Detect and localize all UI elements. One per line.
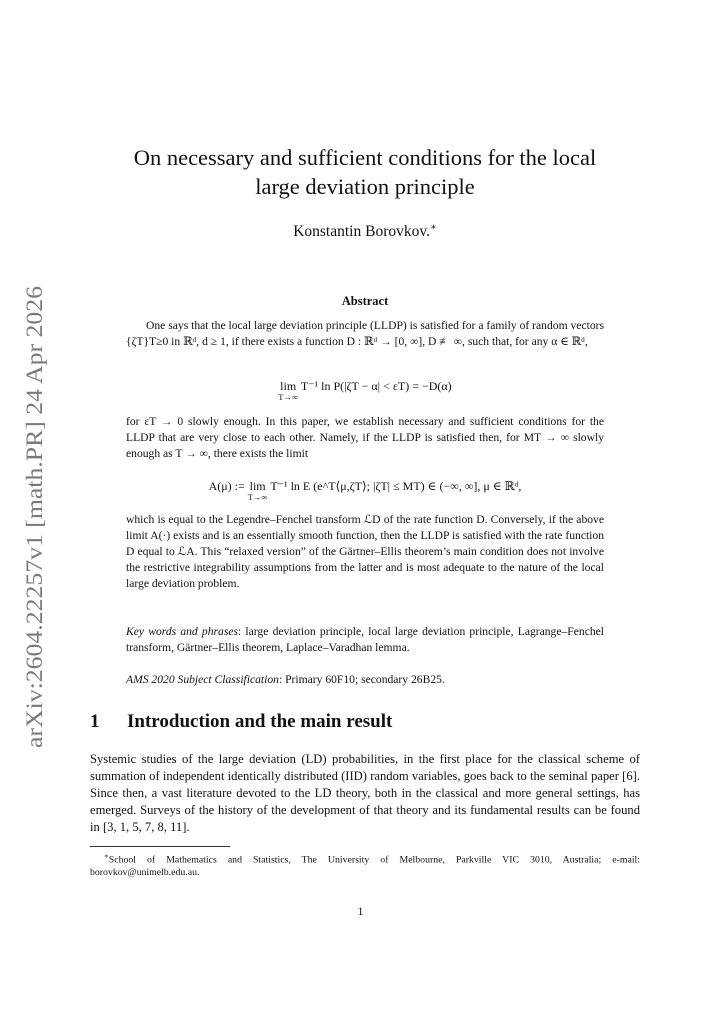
- equation-limit-a-limit: [248, 479, 268, 501]
- footnote-rule: [90, 846, 230, 847]
- ams-label: AMS 2020 Subject Classification: [126, 673, 279, 686]
- abstract-paragraph-2: for εT → 0 slowly enough. In this paper, we establish necessary and sufficient conditions for the LLDP that are very close to each other. Namely, if the LLDP is satisfied then, for MT → ∞ slowly enough as T → ∞, there exists the limit: [126, 415, 604, 460]
- footnote-text: School of Mathematics and Statistics, The University of Melbourne, Parkville VIC 3010, Australia; e-mail: borovkov@unimelb.edu.au.: [90, 854, 640, 879]
- abstract-paragraph-3: which is equal to the Legendre–Fenchel transform ℒD of the rate function D. Conversely, if the above limit A(·) exists and is an essentially smooth function, then the LLDP is satisfied with the rate function D equal to ℒA. This “relaxed version” of the Gärtner–Ellis theorem’s main condition does not involve the restrictive integrability assumptions from the latter and is most adequate to the nature of the local large deviation problem.: [126, 513, 604, 590]
- arxiv-side-identifier: [0, 282, 60, 752]
- ams-classification: [126, 672, 604, 688]
- title-line-2: large deviation principle: [255, 174, 475, 199]
- arxiv-side-identifier-svg: [0, 282, 60, 752]
- keywords-label: Key words and phrases: [126, 625, 238, 638]
- paper-title: [90, 143, 640, 201]
- equation-limit-a-left: A(μ) :=: [208, 479, 245, 493]
- footnote-mark: ∗: [104, 852, 109, 860]
- keywords: [126, 624, 604, 656]
- section-heading: [90, 711, 640, 733]
- equation-limit-a-body: T⁻¹ ln E (e^T⟨μ,ζT⟩; |ζT| ≤ MT) ∈ (−∞, ∞], μ ∈ ℝᵈ,: [270, 479, 522, 493]
- section-title: Introduction and the main result: [127, 711, 393, 732]
- equation-lldp-limit: [278, 379, 298, 401]
- author-footnote-mark: ∗: [429, 222, 437, 233]
- author-line: [90, 222, 640, 241]
- equation-lldp-lim: lim: [280, 379, 297, 393]
- equation-limit-a-lim: lim: [249, 479, 266, 493]
- footnote: [90, 850, 640, 879]
- equation-limit-a: [126, 479, 604, 501]
- equation-lldp-body: T⁻¹ ln P(|ζT − α| < εT) = −D(α): [300, 379, 452, 393]
- equation-lldp: [126, 379, 604, 401]
- section-body: Systemic studies of the large deviation (LD) probabilities, in the first place for the classical scheme of summation of independent identically distributed (IID) random variables, goes back to the seminal paper [6]. Since then, a vast literature devoted to the LD theory, both in the classical and more general settings, has emerged. Surveys of the history of the development of that theory and its fundamental results can be found in [3, 1, 5, 7, 8, 11].: [90, 752, 640, 834]
- page-number: 1: [357, 904, 364, 918]
- title-line-1: On necessary and sufficient conditions for the local: [133, 145, 597, 170]
- ams-text: : Primary 60F10; secondary 26B25.: [278, 673, 445, 686]
- abstract-paragraph-1: One says that the local large deviation principle (LLDP) is satisfied for a family of random vectors {ζT}T≥0 in ℝᵈ, d ≥ 1, if there exists a function D : ℝᵈ → [0, ∞], D ≢ ∞, such that, for any α ∈ ℝᵈ,: [126, 319, 604, 348]
- arxiv-side-text: arXiv:2604.22257v1 [math.PR] 24 Apr 2026: [22, 335, 47, 748]
- keywords-text: : large deviation principle, local large deviation principle, Lagrange–Fenchel transform, Gärtner–Ellis theorem, Laplace–Varadhan lemma.: [126, 625, 604, 654]
- author-name: Konstantin Borovkov.: [293, 223, 430, 241]
- equation-limit-a-sub: T→∞: [247, 492, 268, 502]
- abstract-heading: Abstract: [341, 294, 389, 308]
- section-number: 1: [90, 711, 100, 732]
- equation-lldp-sub: T→∞: [278, 392, 299, 402]
